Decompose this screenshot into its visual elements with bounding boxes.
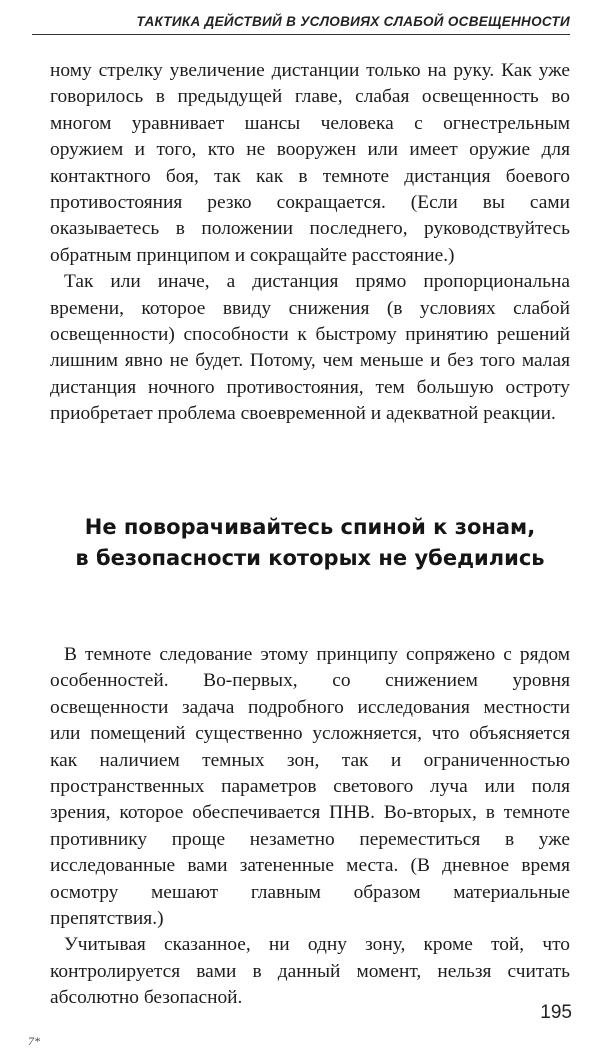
running-title: ТАКТИКА ДЕЙСТВИЙ В УСЛОВИЯХ СЛАБОЙ ОСВЕЩЕННОСТИ — [136, 14, 570, 29]
paragraph: ному стрелку увеличение дистанции только на руку. Как уже говорилось в предыдущей главе, слабая освещенность во многом уравнивает шансы человека с огнестрельным оружием и того, кто не вооружен или имеет оружие для контактного боя, так как в темноте дистанция боевого противостояния резко сокращается. (Если вы сами оказываетесь в положении последнего, руководствуйтесь обратным принципом и сокращайте расстояние.) — [50, 60, 570, 266]
section-heading — [40, 512, 580, 574]
paragraph: В темноте следование этому принципу сопряжено с рядом особенностей. Во-первых, со снижением уровня освещенности задача подробного исследования местности или помещений существенно усложняется, что объясняется как наличием темных зон, так и ограниченностью пространственных параметров светового луча или поля зрения, которое обеспечивается ПНВ. Во-вторых, в темноте противнику проще незаметно переместиться в уже исследованные вами затененные места. (В дневное время осмотру мешают главным образом материальные препятствия.) — [50, 644, 570, 930]
text-block-1 — [50, 58, 570, 428]
header-rule — [32, 34, 570, 35]
section-heading-line-2: в безопасности которых не убедились — [75, 546, 545, 570]
page-number: 195 — [540, 1002, 572, 1023]
text-block-2 — [50, 642, 570, 1012]
signature-mark: 7* — [28, 1034, 40, 1048]
section-heading-line-1: Не поворачивайтесь спиной к зонам, — [84, 515, 536, 539]
paragraph: Учитывая сказанное, ни одну зону, кроме той, что контролируется вами в данный момент, нельзя считать абсолютно безопасной. — [50, 934, 570, 1009]
paragraph: Так или иначе, а дистанция прямо пропорциональна времени, которое ввиду снижения (в условиях слабой освещенности) способности к быстрому принятию решений лишним явно не будет. Потому, чем меньше и без того малая дистанция ночного противостояния, тем большую остроту приобретает проблема своевременной и адекватной реакции. — [50, 271, 570, 425]
